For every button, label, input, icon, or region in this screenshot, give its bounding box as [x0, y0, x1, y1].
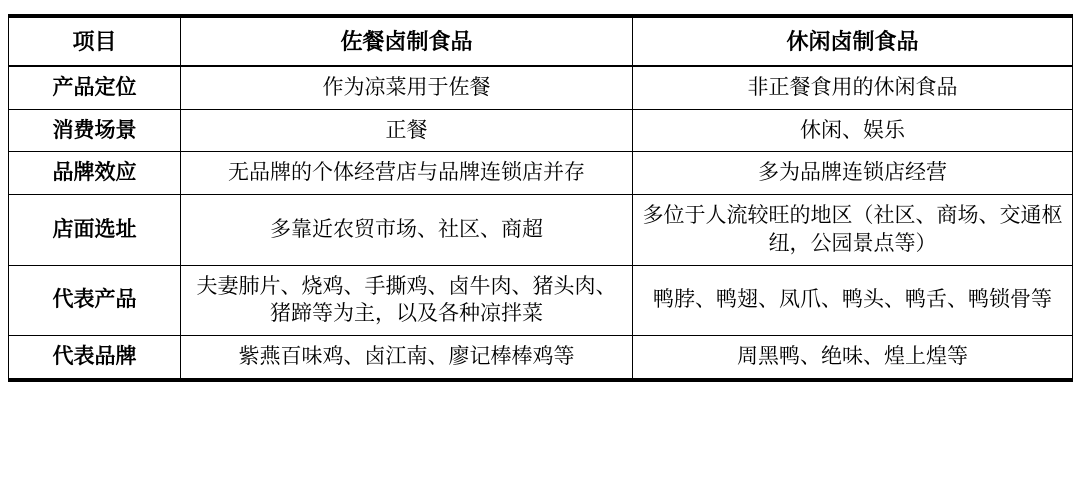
cell-side-dish-representative-brands: 紫燕百味鸡、卤江南、廖记棒棒鸡等 [181, 336, 633, 380]
cell-leisure-representative-brands: 周黑鸭、绝味、煌上煌等 [633, 336, 1073, 380]
table-row [9, 265, 1073, 335]
cell-side-dish-representative-products: 夫妻肺片、烧鸡、手撕鸡、卤牛肉、猪头肉、猪蹄等为主，以及各种凉拌菜 [181, 265, 633, 335]
cell-leisure-consumption-scene: 休闲、娱乐 [633, 109, 1073, 152]
row-label-brand-effect: 品牌效应 [9, 152, 181, 195]
table-row [9, 66, 1073, 109]
table-row [9, 336, 1073, 380]
comparison-table [8, 14, 1073, 382]
column-header-leisure: 休闲卤制食品 [633, 16, 1073, 66]
row-label-store-location: 店面选址 [9, 195, 181, 265]
cell-side-dish-consumption-scene: 正餐 [181, 109, 633, 152]
row-label-representative-products: 代表产品 [9, 265, 181, 335]
row-label-consumption-scene: 消费场景 [9, 109, 181, 152]
table-row [9, 109, 1073, 152]
row-label-representative-brands: 代表品牌 [9, 336, 181, 380]
column-header-item: 项目 [9, 16, 181, 66]
cell-side-dish-product-positioning: 作为凉菜用于佐餐 [181, 66, 633, 109]
cell-side-dish-store-location: 多靠近农贸市场、社区、商超 [181, 195, 633, 265]
table-header-row [9, 16, 1073, 66]
table-row [9, 152, 1073, 195]
row-label-product-positioning: 产品定位 [9, 66, 181, 109]
cell-leisure-brand-effect: 多为品牌连锁店经营 [633, 152, 1073, 195]
cell-side-dish-brand-effect: 无品牌的个体经营店与品牌连锁店并存 [181, 152, 633, 195]
table-row [9, 195, 1073, 265]
column-header-side-dish: 佐餐卤制食品 [181, 16, 633, 66]
cell-leisure-representative-products: 鸭脖、鸭翅、凤爪、鸭头、鸭舌、鸭锁骨等 [633, 265, 1073, 335]
page-bottom-spacer [8, 382, 1072, 388]
cell-leisure-store-location: 多位于人流较旺的地区（社区、商场、交通枢纽，公园景点等） [633, 195, 1073, 265]
cell-leisure-product-positioning: 非正餐食用的休闲食品 [633, 66, 1073, 109]
